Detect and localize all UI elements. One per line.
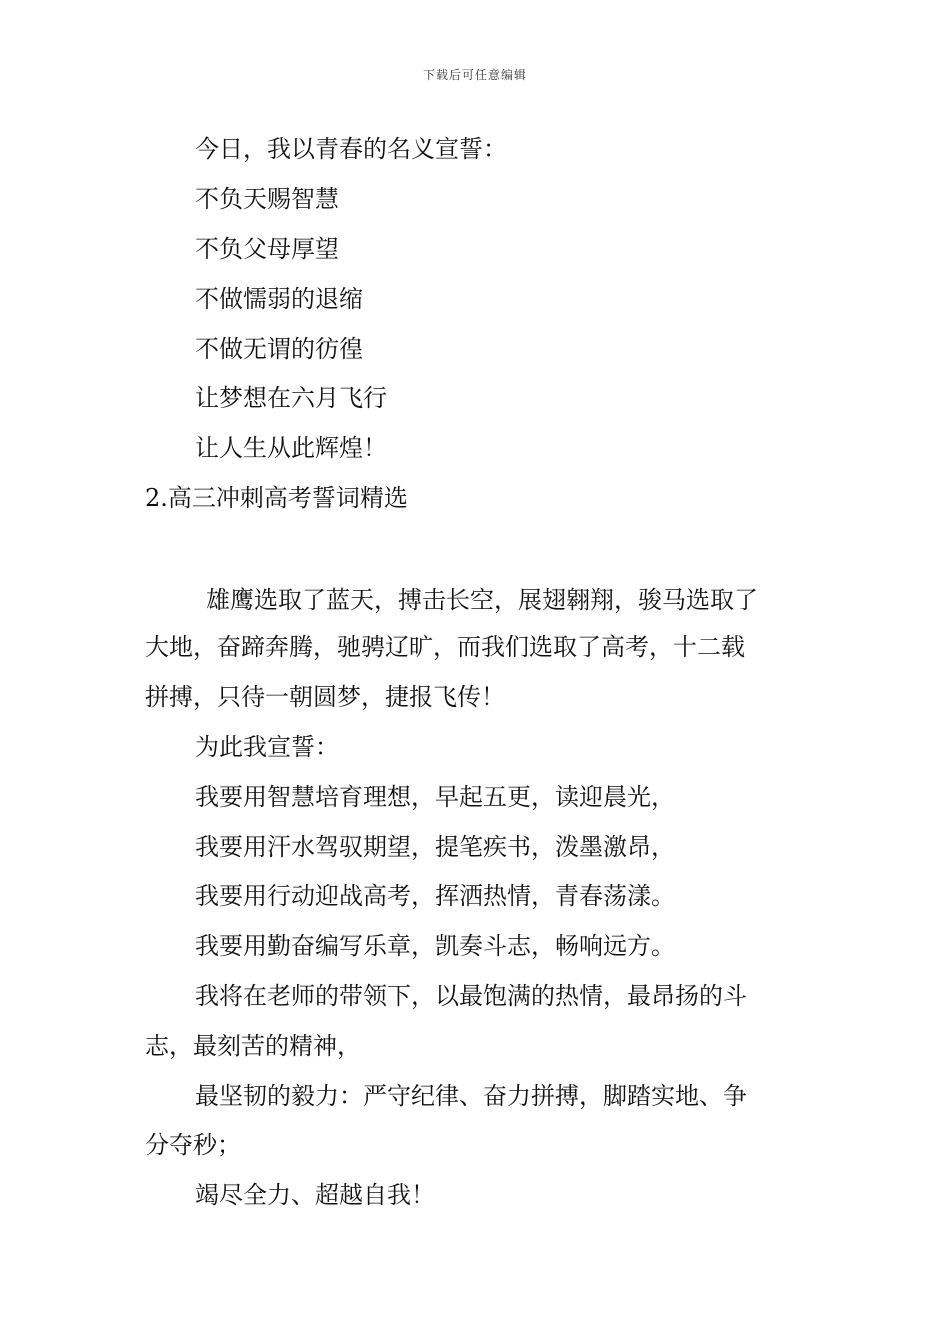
section-heading: 2.高三冲刺高考誓词精选 bbox=[145, 484, 408, 512]
paragraph-line: 雄鹰选取了蓝天，搏击长空，展翅翱翔，骏马选取了 bbox=[206, 586, 758, 614]
paragraph-line: 让人生从此辉煌！ bbox=[195, 434, 387, 462]
paragraph-line: 今日，我以青春的名义宣誓： bbox=[195, 135, 507, 163]
paragraph-line: 最坚韧的毅力：严守纪律、奋力拼搏，脚踏实地、争 bbox=[195, 1082, 747, 1110]
paragraph-line: 不做懦弱的退缩 bbox=[195, 285, 363, 313]
paragraph-line: 我要用汗水驾驭期望，提笔疾书，泼墨激昂， bbox=[195, 833, 675, 861]
paragraph-line: 志，最刻苦的精神， bbox=[145, 1032, 361, 1060]
paragraph-line: 为此我宣誓： bbox=[195, 733, 339, 761]
paragraph-line: 让梦想在六月飞行 bbox=[195, 384, 387, 412]
paragraph-line: 我要用智慧培育理想，早起五更，读迎晨光， bbox=[195, 783, 675, 811]
paragraph-line: 我要用行动迎战高考，挥洒热情，青春荡漾。 bbox=[195, 882, 675, 910]
paragraph-line: 我将在老师的带领下，以最饱满的热情，最昂扬的斗 bbox=[195, 982, 747, 1010]
paragraph-line: 不负父母厚望 bbox=[195, 235, 339, 263]
paragraph-line: 我要用勤奋编写乐章，凯奏斗志，畅响远方。 bbox=[195, 932, 675, 960]
page-header-note: 下载后可任意编辑 bbox=[422, 68, 527, 82]
paragraph-line: 拼搏，只待一朝圆梦，捷报飞传！ bbox=[145, 683, 505, 711]
paragraph-line: 不做无谓的彷徨 bbox=[195, 335, 363, 363]
paragraph-line: 竭尽全力、超越自我！ bbox=[195, 1181, 435, 1209]
paragraph-line: 大地，奋蹄奔腾，驰骋辽旷，而我们选取了高考，十二载 bbox=[145, 633, 745, 661]
paragraph-line: 不负天赐智慧 bbox=[195, 185, 339, 213]
paragraph-line: 分夺秒； bbox=[145, 1131, 241, 1159]
